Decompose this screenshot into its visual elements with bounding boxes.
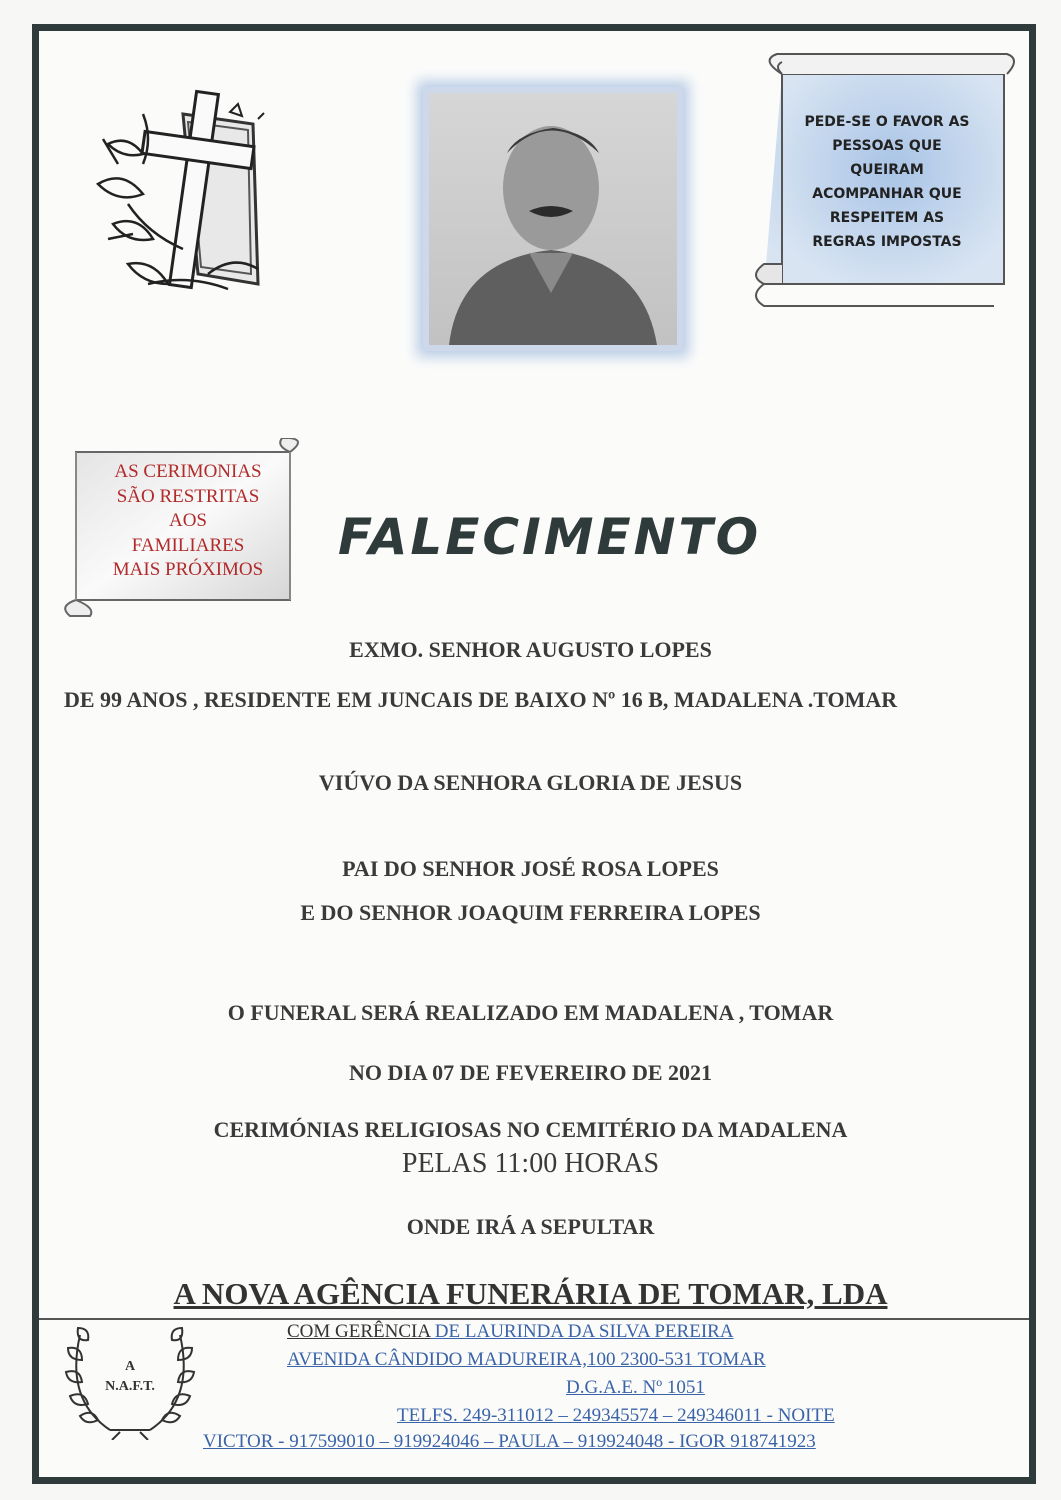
address-text: AVENIDA CÂNDIDO MADUREIRA,100 2300-531 TOMAR (287, 1349, 766, 1370)
scroll-left-line: SÃO RESTRITAS (116, 485, 260, 507)
scroll-right-line: RESPEITEM AS (829, 210, 945, 226)
scroll-left-line: MAIS PRÓXIMOS (112, 559, 264, 580)
funeral-location-line: O FUNERAL SERÁ REALIZADO EM MADALENA , TOMAR (227, 1000, 834, 1025)
scroll-left-line: AOS (168, 510, 207, 531)
footer-phones (397, 1405, 835, 1427)
management-name: DE LAURINDA DA SILVA PEREIRA (430, 1321, 734, 1342)
cross-lilies-icon (88, 84, 288, 304)
footer-management (287, 1321, 734, 1343)
ceremonies-scroll (60, 438, 308, 618)
person-silhouette-icon (429, 93, 677, 345)
scroll-right-line: PESSOAS QUE (832, 138, 942, 154)
scroll-left-line: AS CERIMONIAS (114, 461, 262, 482)
ceremony-time-line: PELAS 11:00 HORAS (401, 1148, 660, 1179)
dgae-text: D.G.A.E. Nº 1051 (566, 1377, 705, 1398)
management-prefix: COM GERÊNCIA (287, 1321, 431, 1342)
father-line-1: PAI DO SENHOR JOSÉ ROSA LOPES (342, 856, 719, 881)
scroll-left-line: FAMILIARES (131, 534, 245, 556)
seal-bottom-text: N.A.F.T. (105, 1379, 155, 1394)
scroll-right-line: ACOMPANHAR QUE (812, 186, 962, 202)
funeral-date-line: NO DIA 07 DE FEVEREIRO DE 2021 (348, 1060, 713, 1085)
deceased-portrait (423, 87, 683, 351)
father-line-2: E DO SENHOR JOAQUIM FERREIRA LOPES (300, 900, 761, 925)
widow-line: VIÚVO DA SENHORA GLORIA DE JESUS (318, 770, 743, 795)
seal-top-text: A (124, 1359, 136, 1374)
age-residence-line: DE 99 ANOS , RESIDENTE EM JUNCAIS DE BAIXO Nº 16 B, MADALENA .TOMAR (64, 687, 898, 712)
footer-dgae (566, 1377, 705, 1399)
scroll-right-line: REGRAS IMPOSTAS (812, 234, 962, 250)
name-line: EXMO. SENHOR AUGUSTO LOPES (349, 637, 712, 662)
burial-line: ONDE IRÁ A SEPULTAR (406, 1214, 655, 1239)
footer-mobiles (203, 1431, 816, 1453)
scroll-right-line: PEDE-SE O FAVOR AS (804, 114, 970, 130)
agency-name: A NOVA AGÊNCIA FUNERÁRIA DE TOMAR, LDA (173, 1276, 888, 1311)
restrictions-scroll (742, 52, 1018, 308)
phones-text: TELFS. 249-311012 – 249345574 – 249346011 - NOITE (397, 1405, 835, 1426)
ceremony-line: CERIMÓNIAS RELIGIOSAS NO CEMITÉRIO DA MADALENA (213, 1117, 848, 1142)
laurel-wreath-icon (50, 1320, 210, 1440)
mobiles-text: VICTOR - 917599010 – 919924046 – PAULA – 919924048 - IGOR 918741923 (203, 1431, 816, 1452)
page-title: FALECIMENTO (338, 508, 762, 566)
scroll-right-line: QUEIRAM (850, 162, 924, 178)
footer-address (287, 1349, 766, 1371)
